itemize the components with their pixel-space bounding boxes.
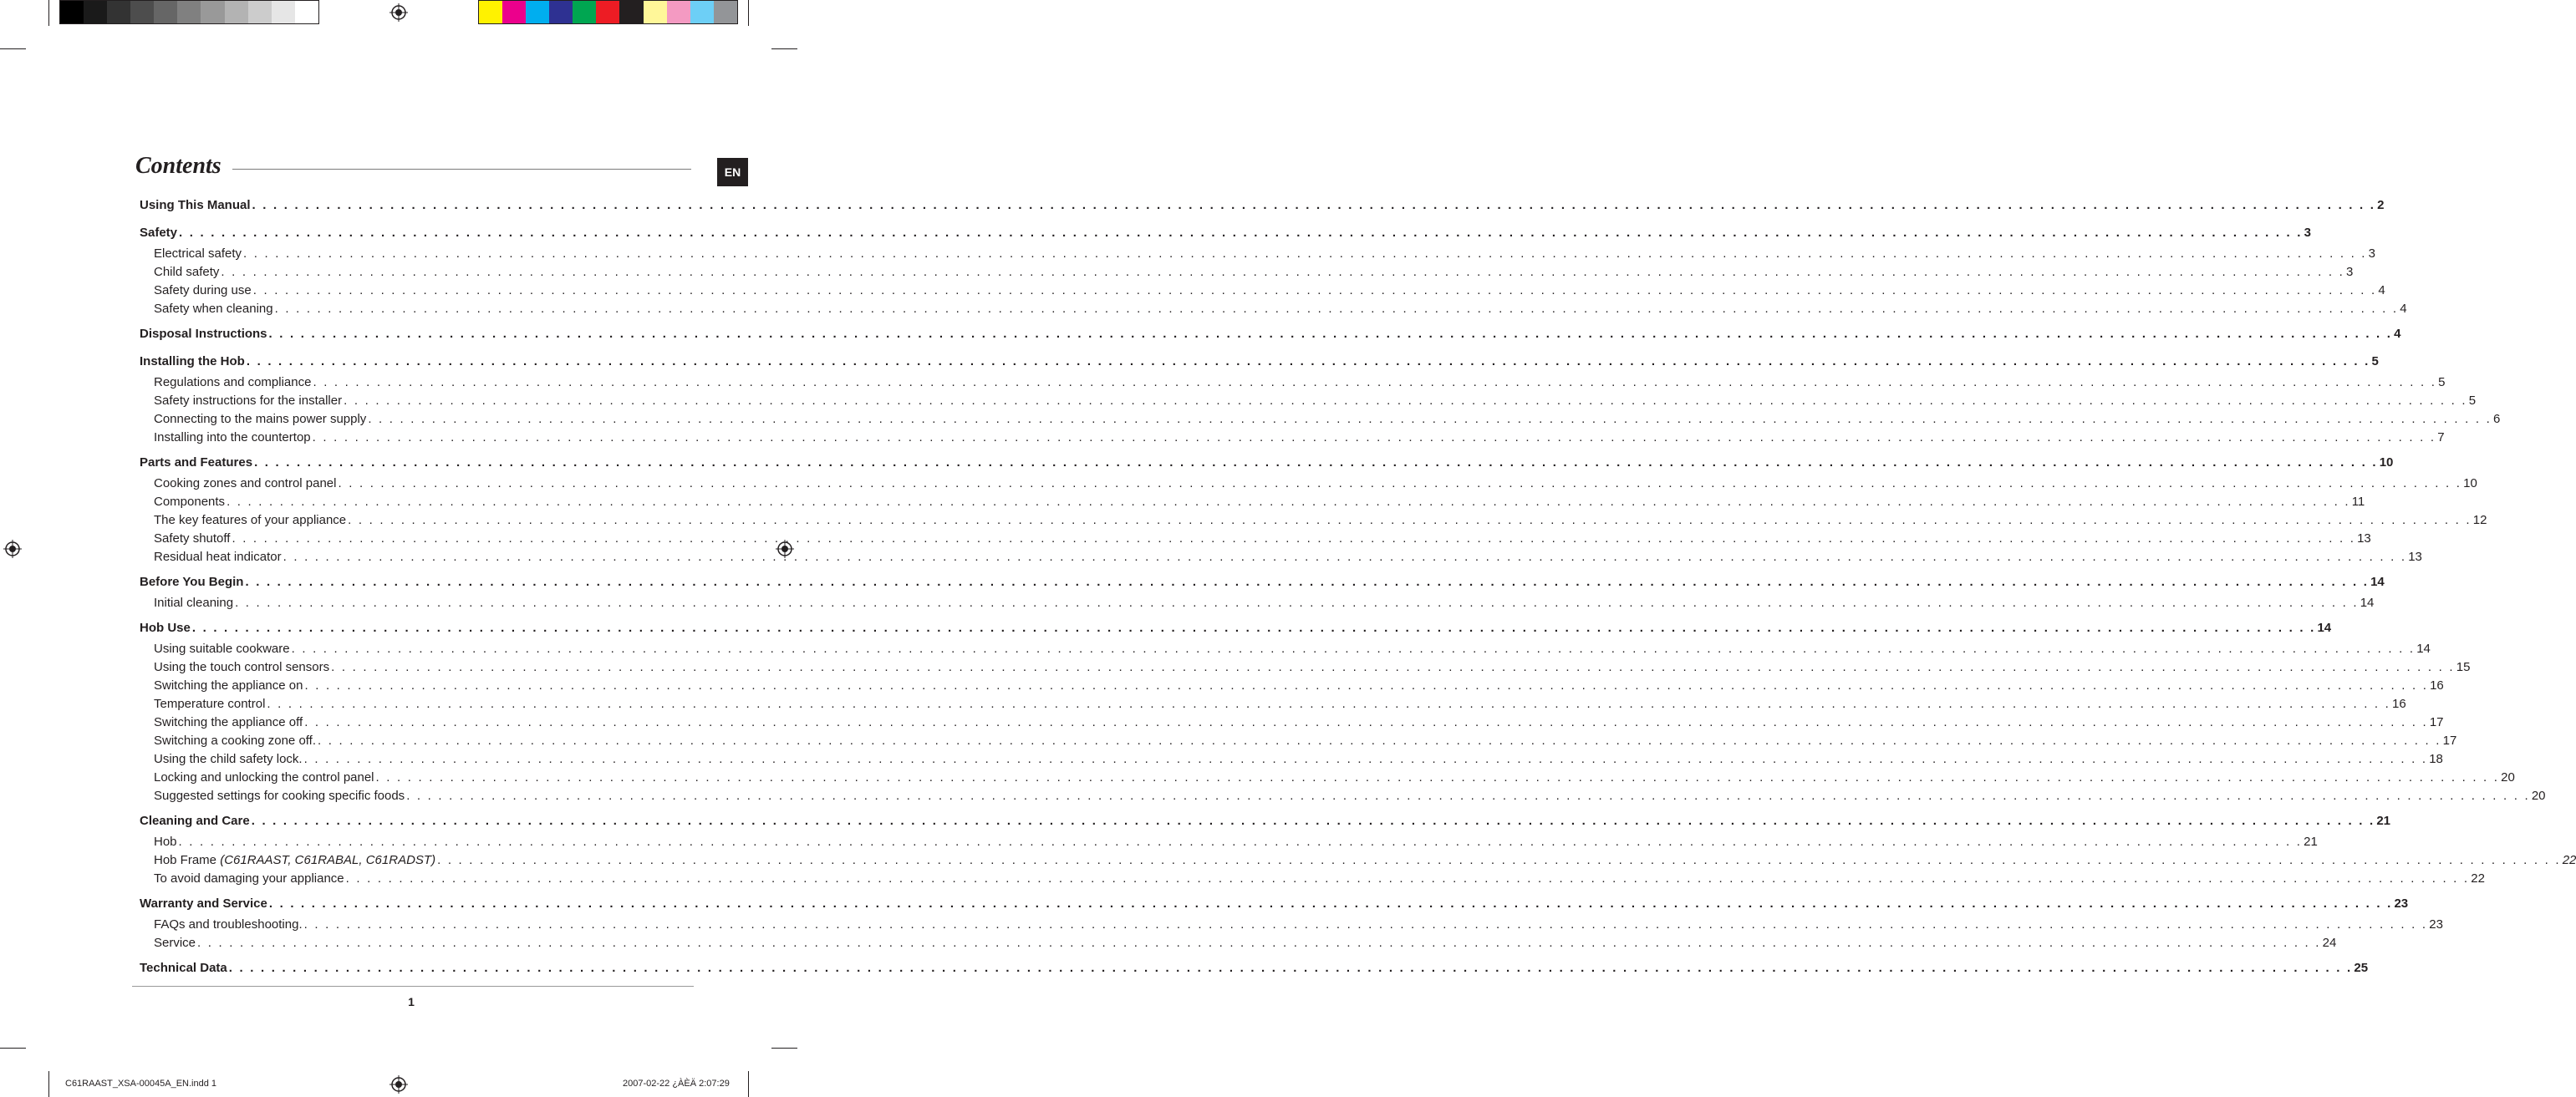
color-swatch xyxy=(130,1,154,23)
toc-item-label xyxy=(154,300,273,318)
toc-label-text: Switching the appliance on xyxy=(154,678,303,693)
toc-item-entry[interactable] xyxy=(140,787,2546,805)
toc-item-entry[interactable] xyxy=(140,714,2444,732)
footer-divider xyxy=(132,986,694,987)
color-swatch xyxy=(201,1,224,23)
toc-label-text: Initial cleaning xyxy=(154,596,234,610)
dot-leader: . . . . . . . . . . . . . . . . . . . . . . . . . . . . . . . . . . . . . . . . . . . . . . . . . . . . . . . . . . . . . . . . . . . . . . . . . . . . . . . . . . . . . . . . . . . . . . . . . . . . . . . . . . . . . . . . . . . . . . . . . . . . . . . . . . . . . . . . . . . . . . . . . . . . . . . . . . . . . . . . . . . . . . . . . . . . . . . . . . . . . . . . . . . . . . . . . . . . . . . . xyxy=(178,835,2303,849)
dot-leader: . . . . . . . . . . . . . . . . . . . . . . . . . . . . . . . . . . . . . . . . . . . . . . . . . . . . . . . . . . . . . . . . . . . . . . . . . . . . . . . . . . . . . . . . . . . . . . . . . . . . . . . . . . . . . . . . . . . . . . . . . . . . . . . . . . . . . . . . . . . . . . . . . . . . . . . . . . . . . . . . . . . . . . . . . . . . . . . . . . . . . . . . . . . . . . . . . . . . . . . . xyxy=(227,495,2350,509)
toc-page-number: 7 xyxy=(2437,430,2445,444)
color-swatch xyxy=(526,1,549,23)
color-swatch xyxy=(596,1,619,23)
toc-section xyxy=(140,350,2501,447)
crop-mark xyxy=(0,48,26,49)
color-swatch xyxy=(502,1,526,23)
toc-section-title xyxy=(140,221,177,245)
toc-item-label xyxy=(154,870,344,888)
toc-section-entry[interactable] xyxy=(140,350,2379,373)
color-swatch xyxy=(60,1,84,23)
toc-label-text: FAQs and troubleshooting. xyxy=(154,917,303,932)
dot-leader: . . . . . . . . . . . . . . . . . . . . . . . . . . . . . . . . . . . . . . . . . . . . . . . . . . . . . . . . . . . . . . . . . . . . . . . . . . . . . . . . . . . . . . . . . . . . . . . . . . . . . . . . . . . . . . . . . . . . . . . . . . . . . . . . . . . . . . . . . . . . . . . . . . . . . . . . . . . . . . . . . . . . . . . . . . . . . . . . . . . . . . . . . . . . . . . . . . . . . . . . xyxy=(375,770,2500,785)
toc-label-text: Warranty and Service xyxy=(140,896,267,911)
registration-mark-icon xyxy=(389,1075,408,1094)
title-divider xyxy=(232,169,691,170)
color-swatch xyxy=(479,1,502,23)
dot-leader: . . . . . . . . . . . . . . . . . . . . . . . . . . . . . . . . . . . . . . . . . . . . . . . . . . . . . . . . . . . . . . . . . . . . . . . . . . . . . . . . . . . . . . . . . . . . . . . . . . . . . . . . . . . . . . . . . . . . . . . . . . . . . . . . . . . . . . . . . . . . . . . . . . . . . . . . . . . . . . . . . . . . . . . . . . . . . . . . . . . . . . . . . . . . . . . . . . . . . . . . xyxy=(291,642,2416,656)
toc-section-entry[interactable] xyxy=(140,194,2385,217)
toc-label-text: Parts and Features xyxy=(140,455,253,470)
toc-section xyxy=(140,810,2576,888)
toc-section xyxy=(140,322,2401,346)
toc-page-number: 18 xyxy=(2429,752,2443,766)
toc-label-text: Hob Use xyxy=(140,621,191,635)
toc-item-entry[interactable] xyxy=(140,511,2487,530)
toc-page-number: 14 xyxy=(2416,642,2431,656)
registration-mark-icon xyxy=(389,3,408,22)
dot-leader: . . . . . . . . . . . . . . . . . . . . . . . . . . . . . . . . . . . . . . . . . . . . . . . . . . . . . . . . . . . . . . . . . . . . . . . . . . . . . . . . . . . . . . . . . . . . . . . . . . . . . . . . . . . . . . . . . . . . . . . . . . . . . . . . . . . . . . . . . . . . . . . . . . . . . . . . . . . . . . . . . . . . . . . . . . . . . . . . . . . . . . . . . . . . . . . . . . . . . . . . xyxy=(267,697,2391,711)
dot-leader: . . . . . . . . . . . . . . . . . . . . . . . . . . . . . . . . . . . . . . . . . . . . . . . . . . . . . . . . . . . . . . . . . . . . . . . . . . . . . . . . . . . . . . . . . . . . . . . . . . . . . . . . . . . . . . . . . . . . . . . . . . . . . . . . . . . . . . . . . . . . . . . . . . . . . . . . . . . . . . . . . . . . . . . . . . . . . . . . . . . . . . . . . . . . . . . . . . . . . . . . xyxy=(197,936,2321,950)
toc-item-entry[interactable] xyxy=(140,750,2443,769)
toc-page-number: 15 xyxy=(2456,660,2471,674)
toc-section-entry[interactable] xyxy=(140,892,2409,916)
dot-leader: . . . . . . . . . . . . . . . . . . . . . . . . . . . . . . . . . . . . . . . . . . . . . . . . . . . . . . . . . . . . . . . . . . . . . . . . . . . . . . . . . . . . . . . . . . . . . . . . . . . . . . . . . . . . . . . . . . . . . . . . . . . . . . . . . . . . . . . . . . . . . . . . . . . . . . . . . . . . . . . . . . . . . . . . . . . . . . . . . . . . . . . . . . . . . . . . . . . . . . . . xyxy=(345,871,2470,886)
toc-item-label xyxy=(154,732,316,750)
toc-page-number: 22 xyxy=(2562,853,2576,867)
toc-item-label xyxy=(154,410,366,429)
toc-section-entry[interactable] xyxy=(140,322,2401,346)
dot-leader: . . . . . . . . . . . . . . . . . . . . . . . . . . . . . . . . . . . . . . . . . . . . . . . . . . . . . . . . . . . . . . . . . . . . . . . . . . . . . . . . . . . . . . . . . . . . . . . . . . . . . . . . . . . . . . . . . . . . . . . . . . . . . . . . . . . . . . . . . . . . . . . . . . . . . . . . . . . . . . . . . . . . . . . . . . . . . . . . . . . . . . . . . . . . . . . . . . . . . . . . xyxy=(312,430,2436,444)
toc-section-title xyxy=(140,451,252,475)
toc-item-entry[interactable] xyxy=(140,373,2446,392)
dot-leader: . . . . . . . . . . . . . . . . . . . . . . . . . . . . . . . . . . . . . . . . . . . . . . . . . . . . . . . . . . . . . . . . . . . . . . . . . . . . . . . . . . . . . . . . . . . . . . . . . . . . . . . . . . . . . . . . . . . . . . . . . . . . . . . . . . . . . . . . . . . . . . . . . . . . . . . . . . . . . . . . . . . . . . . . . . . . . . . . . . . . . . . . . . . . . . . . . . . . . . . . xyxy=(251,814,2375,828)
dot-leader: . . . . . . . . . . . . . . . . . . . . . . . . . . . . . . . . . . . . . . . . . . . . . . . . . . . . . . . . . . . . . . . . . . . . . . . . . . . . . . . . . . . . . . . . . . . . . . . . . . . . . . . . . . . . . . . . . . . . . . . . . . . . . . . . . . . . . . . . . . . . . . . . . . . . . . . . . . . . . . . . . . . . . . . . . . . . . . . . . . . . . . . . . . . . . . . . . . . . . . . . xyxy=(331,660,2455,674)
color-swatch xyxy=(248,1,272,23)
toc-label-text: Using the child safety lock. xyxy=(154,752,303,766)
toc-section-title xyxy=(140,810,250,833)
toc-label-text: Residual heat indicator xyxy=(154,550,282,564)
toc-item-label xyxy=(154,916,303,934)
dot-leader: . . . . . . . . . . . . . . . . . . . . . . . . . . . . . . . . . . . . . . . . . . . . . . . . . . . . . . . . . . . . . . . . . . . . . . . . . . . . . . . . . . . . . . . . . . . . . . . . . . . . . . . . . . . . . . . . . . . . . . . . . . . . . . . . . . . . . . . . . . . . . . . . . . . . . . . . . . . . . . . . . . . . . . . . . . . . . . . . . . . . . . . . . . . . . . . . . . . . . . . . xyxy=(268,327,2393,341)
color-swatch xyxy=(644,1,667,23)
dot-leader: . . . . . . . . . . . . . . . . . . . . . . . . . . . . . . . . . . . . . . . . . . . . . . . . . . . . . . . . . . . . . . . . . . . . . . . . . . . . . . . . . . . . . . . . . . . . . . . . . . . . . . . . . . . . . . . . . . . . . . . . . . . . . . . . . . . . . . . . . . . . . . . . . . . . . . . . . . . . . . . . . . . . . . . . . . . . . . . . . . . . . . . . . . . . . . . . . . . . . . . . xyxy=(303,917,2428,932)
toc-label-text: Switching a cooking zone off. xyxy=(154,734,317,748)
toc-item-entry[interactable] xyxy=(140,475,2477,493)
toc-section xyxy=(140,957,2369,980)
dot-leader: . . . . . . . . . . . . . . . . . . . . . . . . . . . . . . . . . . . . . . . . . . . . . . . . . . . . . . . . . . . . . . . . . . . . . . . . . . . . . . . . . . . . . . . . . . . . . . . . . . . . . . . . . . . . . . . . . . . . . . . . . . . . . . . . . . . . . . . . . . . . . . . . . . . . . . . . . . . . . . . . . . . . . . . . . . . . . . . . . . . . . . . . . . . . . . . . . . . . . . . . xyxy=(235,596,2359,610)
toc-item-entry[interactable] xyxy=(140,493,2365,511)
toc-page-number: 23 xyxy=(2394,896,2409,911)
toc-page-number: 2 xyxy=(2377,198,2385,212)
color-swatch xyxy=(549,1,573,23)
page-title: Contents xyxy=(135,153,221,179)
dot-leader: . . . . . . . . . . . . . . . . . . . . . . . . . . . . . . . . . . . . . . . . . . . . . . . . . . . . . . . . . . . . . . . . . . . . . . . . . . . . . . . . . . . . . . . . . . . . . . . . . . . . . . . . . . . . . . . . . . . . . . . . . . . . . . . . . . . . . . . . . . . . . . . . . . . . . . . . . . . . . . . . . . . . . . . . . . . . . . . . . . . . . . . . . . . . . . . . . . . . . . . . xyxy=(368,412,2492,426)
date-slug: 2007-02-22 ¿ÀÈÄ 2:07:29 xyxy=(623,1079,730,1089)
toc-label-text: Hob xyxy=(154,835,177,849)
toc-section-title xyxy=(140,892,267,916)
table-of-contents xyxy=(140,194,2576,984)
toc-item-entry[interactable] xyxy=(140,530,2371,548)
toc-item-label xyxy=(154,714,303,732)
dot-leader: . . . . . . . . . . . . . . . . . . . . . . . . . . . . . . . . . . . . . . . . . . . . . . . . . . . . . . . . . . . . . . . . . . . . . . . . . . . . . . . . . . . . . . . . . . . . . . . . . . . . . . . . . . . . . . . . . . . . . . . . . . . . . . . . . . . . . . . . . . . . . . . . . . . . . . . . . . . . . . . . . . . . . . . . . . . . . . . . . . . . . . . . . . . . . . . . . . . . . . . . xyxy=(303,752,2428,766)
toc-page-number: 5 xyxy=(2438,375,2446,389)
dot-leader: . . . . . . . . . . . . . . . . . . . . . . . . . . . . . . . . . . . . . . . . . . . . . . . . . . . . . . . . . . . . . . . . . . . . . . . . . . . . . . . . . . . . . . . . . . . . . . . . . . . . . . . . . . . . . . . . . . . . . . . . . . . . . . . . . . . . . . . . . . . . . . . . . . . . . . . . . . . . . . . . . . . . . . . . . . . . . . . . . . . . . . . . . . . . . . . . . . . . . . . . xyxy=(252,198,2376,212)
toc-item-label xyxy=(154,282,252,300)
toc-section-entry[interactable] xyxy=(140,451,2394,475)
toc-label-text: Before You Begin xyxy=(140,575,244,589)
dot-leader: . . . . . . . . . . . . . . . . . . . . . . . . . . . . . . . . . . . . . . . . . . . . . . . . . . . . . . . . . . . . . . . . . . . . . . . . . . . . . . . . . . . . . . . . . . . . . . . . . . . . . . . . . . . . . . . . . . . . . . . . . . . . . . . . . . . . . . . . . . . . . . . . . . . . . . . . . . . . . . . . . . . . . . . . . . . . . . . . . . . . . . . . . . . . . . . . . . . . . . . . xyxy=(313,375,2437,389)
color-swatch xyxy=(154,1,177,23)
toc-section-title xyxy=(140,957,227,980)
toc-item-label xyxy=(154,392,342,410)
toc-label-text: Disposal Instructions xyxy=(140,327,267,341)
toc-item-entry[interactable] xyxy=(140,594,2375,612)
toc-item-entry[interactable] xyxy=(140,300,2407,318)
crop-mark xyxy=(0,1048,26,1049)
language-tab: EN xyxy=(717,158,748,186)
dot-leader: . . . . . . . . . . . . . . . . . . . . . . . . . . . . . . . . . . . . . . . . . . . . . . . . . . . . . . . . . . . . . . . . . . . . . . . . . . . . . . . . . . . . . . . . . . . . . . . . . . . . . . . . . . . . . . . . . . . . . . . . . . . . . . . . . . . . . . . . . . . . . . . . . . . . . . . . . . . . . . . . . . . . . . . . . . . . . . . . . . . . . . . . . . . . . . . . . . . . . . . . xyxy=(228,961,2353,975)
toc-item-entry[interactable] xyxy=(140,833,2318,851)
toc-page-number: 10 xyxy=(2379,455,2394,470)
toc-item-entry[interactable] xyxy=(140,677,2444,695)
toc-page-number: 3 xyxy=(2304,226,2311,240)
crop-mark xyxy=(748,0,749,26)
toc-label-text: Safety xyxy=(140,226,178,240)
toc-item-entry[interactable] xyxy=(140,640,2431,658)
toc-item-label xyxy=(154,934,196,952)
toc-page-number: 21 xyxy=(2376,814,2391,828)
page-number: 1 xyxy=(408,995,415,1008)
toc-label-text: Regulations and compliance xyxy=(154,375,312,389)
toc-item-entry[interactable] xyxy=(140,870,2485,888)
toc-label-text: Technical Data xyxy=(140,961,227,975)
toc-label-text: Service xyxy=(154,936,196,950)
toc-page-number: 14 xyxy=(2370,575,2385,589)
toc-section-entry[interactable] xyxy=(140,571,2385,594)
toc-item-label xyxy=(154,511,346,530)
toc-item-label xyxy=(154,493,225,511)
toc-item-label xyxy=(154,769,374,787)
color-swatch xyxy=(667,1,690,23)
dot-leader: . . . . . . . . . . . . . . . . . . . . . . . . . . . . . . . . . . . . . . . . . . . . . . . . . . . . . . . . . . . . . . . . . . . . . . . . . . . . . . . . . . . . . . . . . . . . . . . . . . . . . . . . . . . . . . . . . . . . . . . . . . . . . . . . . . . . . . . . . . . . . . . . . . . . . . . . . . . . . . . . . . . . . . . . . . . . . . . . . . . . . . . . . . . . . . . . . . . . . . . . xyxy=(232,531,2356,546)
toc-label-text: Using This Manual xyxy=(140,198,251,212)
toc-page-number: 3 xyxy=(2346,265,2354,279)
toc-label-text: Suggested settings for cooking specific foods xyxy=(154,789,405,803)
toc-section-entry[interactable] xyxy=(140,617,2332,640)
color-swatch xyxy=(295,1,318,23)
toc-label-text: Using suitable cookware xyxy=(154,642,290,656)
dot-leader: . . . . . . . . . . . . . . . . . . . . . . . . . . . . . . . . . . . . . . . . . . . . . . . . . . . . . . . . . . . . . . . . . . . . . . . . . . . . . . . . . . . . . . . . . . . . . . . . . . . . . . . . . . . . . . . . . . . . . . . . . . . . . . . . . . . . . . . . . . . . . . . . . . . . . . . . . . . . . . . . . . . . . . . . . . . . . . . . . . . . . . . . . . . . . . . . . . . . . . . . xyxy=(283,550,2407,564)
toc-item-label xyxy=(154,263,219,282)
toc-page-number: 4 xyxy=(2378,283,2385,297)
toc-label-model-list: (C61RAAST, C61RABAL, C61RADST) xyxy=(220,853,436,867)
toc-page-number: 13 xyxy=(2408,550,2422,564)
toc-item-label xyxy=(154,695,265,714)
toc-page-number: 24 xyxy=(2322,936,2337,950)
toc-section xyxy=(140,571,2385,612)
toc-item-entry[interactable] xyxy=(140,429,2445,447)
toc-item-entry[interactable] xyxy=(140,410,2501,429)
toc-page-number: 6 xyxy=(2492,412,2501,426)
grayscale-color-bar xyxy=(59,0,319,24)
color-swatch xyxy=(690,1,714,23)
toc-label-text: Switching the appliance off xyxy=(154,715,303,729)
color-swatch xyxy=(619,1,643,23)
dot-leader: . . . . . . . . . . . . . . . . . . . . . . . . . . . . . . . . . . . . . . . . . . . . . . . . . . . . . . . . . . . . . . . . . . . . . . . . . . . . . . . . . . . . . . . . . . . . . . . . . . . . . . . . . . . . . . . . . . . . . . . . . . . . . . . . . . . . . . . . . . . . . . . . . . . . . . . . . . . . . . . . . . . . . . . . . . . . . . . . . . . . . . . . . . . . . . . . . . . . . . . . xyxy=(344,394,2467,408)
toc-item-label xyxy=(154,833,177,851)
toc-label-text: Components xyxy=(154,495,226,509)
process-color-bar xyxy=(478,0,738,24)
toc-label-text: Hob Frame xyxy=(154,853,217,867)
toc-page-number: 17 xyxy=(2429,715,2444,729)
toc-item-entry[interactable] xyxy=(140,695,2406,714)
toc-section-title xyxy=(140,350,245,373)
crop-mark xyxy=(48,0,49,26)
toc-page-number: 21 xyxy=(2304,835,2318,849)
toc-item-entry[interactable] xyxy=(140,769,2515,787)
toc-item-label xyxy=(154,658,329,677)
toc-section-title xyxy=(140,322,267,346)
toc-page-number: 4 xyxy=(2394,327,2401,341)
crop-mark xyxy=(48,1071,49,1097)
dot-leader: . . . . . . . . . . . . . . . . . . . . . . . . . . . . . . . . . . . . . . . . . . . . . . . . . . . . . . . . . . . . . . . . . . . . . . . . . . . . . . . . . . . . . . . . . . . . . . . . . . . . . . . . . . . . . . . . . . . . . . . . . . . . . . . . . . . . . . . . . . . . . . . . . . . . . . . . . . . . . . . . . . . . . . . . . . . . . . . . . . . . . . . . . . . . . . . . . . . . . . . . xyxy=(191,621,2316,635)
toc-item-label xyxy=(154,750,303,769)
dot-leader: . . . . . . . . . . . . . . . . . . . . . . . . . . . . . . . . . . . . . . . . . . . . . . . . . . . . . . . . . . . . . . . . . . . . . . . . . . . . . . . . . . . . . . . . . . . . . . . . . . . . . . . . . . . . . . . . . . . . . . . . . . . . . . . . . . . . . . . . . . . . . . . . . . . . . . . . . . . . . . . . . . . . . . . . . . . . . . . . . . . . . . . . . . . . . . . . . . . . . . . . xyxy=(254,455,2378,470)
toc-label-text: Using the touch control sensors xyxy=(154,660,330,674)
dot-leader: . . . . . . . . . . . . . . . . . . . . . . . . . . . . . . . . . . . . . . . . . . . . . . . . . . . . . . . . . . . . . . . . . . . . . . . . . . . . . . . . . . . . . . . . . . . . . . . . . . . . . . . . . . . . . . . . . . . . . . . . . . . . . . . . . . . . . . . . . . . . . . . . . . . . . . . . . . . . . . . . . . . . . . . . . . . . . . . . . . . . . . . . . . . . . . . . . . . . . . . . xyxy=(252,283,2377,297)
toc-section xyxy=(140,617,2546,805)
dot-leader: . . . . . . . . . . . . . . . . . . . . . . . . . . . . . . . . . . . . . . . . . . . . . . . . . . . . . . . . . . . . . . . . . . . . . . . . . . . . . . . . . . . . . . . . . . . . . . . . . . . . . . . . . . . . . . . . . . . . . . . . . . . . . . . . . . . . . . . . . . . . . . . . . . . . . . . . . . . . . . . . . . . . . . . . . . . . . . . . . . . . . . . . . . . . . . . . . . . . . . . . xyxy=(221,265,2344,279)
toc-label-text: Installing the Hob xyxy=(140,354,245,368)
toc-item-label xyxy=(154,677,303,695)
toc-page-number: 16 xyxy=(2392,697,2406,711)
toc-item-label xyxy=(154,475,336,493)
toc-item-entry[interactable] xyxy=(140,851,2576,870)
toc-page-number: 16 xyxy=(2430,678,2444,693)
crop-mark xyxy=(771,48,797,49)
dot-leader: . . . . . . . . . . . . . . . . . . . . . . . . . . . . . . . . . . . . . . . . . . . . . . . . . . . . . . . . . . . . . . . . . . . . . . . . . . . . . . . . . . . . . . . . . . . . . . . . . . . . . . . . . . . . . . . . . . . . . . . . . . . . . . . . . . . . . . . . . . . . . . . . . . . . . . . . . . . . . . . . . . . . . . . . . . . . . . . . . . . . . . . . . . . . . . . . . . . . . . . . xyxy=(243,246,2367,261)
toc-item-label xyxy=(154,851,435,870)
color-swatch xyxy=(177,1,201,23)
toc-label-text: Temperature control xyxy=(154,697,266,711)
toc-label-text: Installing into the countertop xyxy=(154,430,311,444)
dot-leader: . . . . . . . . . . . . . . . . . . . . . . . . . . . . . . . . . . . . . . . . . . . . . . . . . . . . . . . . . . . . . . . . . . . . . . . . . . . . . . . . . . . . . . . . . . . . . . . . . . . . . . . . . . . . . . . . . . . . . . . . . . . . . . . . . . . . . . . . . . . . . . . . . . . . . . . . . . . . . . . . . . . . . . . . . . . . . . . . . . . . . . . . . . . . . . . . . . . . . . . . xyxy=(304,678,2429,693)
toc-label-text: To avoid damaging your appliance xyxy=(154,871,344,886)
dot-leader: . . . . . . . . . . . . . . . . . . . . . . . . . . . . . . . . . . . . . . . . . . . . . . . . . . . . . . . . . . . . . . . . . . . . . . . . . . . . . . . . . . . . . . . . . . . . . . . . . . . . . . . . . . . . . . . . . . . . . . . . . . . . . . . . . . . . . . . . . . . . . . . . . . . . . . . . . . . . . . . . . . . . . . . . . . . . . . . . . . . . . . . . . . . . . . . . . . . . . . . . xyxy=(318,734,2441,748)
toc-label-text: Safety instructions for the installer xyxy=(154,394,343,408)
dot-leader: . . . . . . . . . . . . . . . . . . . . . . . . . . . . . . . . . . . . . . . . . . . . . . . . . . . . . . . . . . . . . . . . . . . . . . . . . . . . . . . . . . . . . . . . . . . . . . . . . . . . . . . . . . . . . . . . . . . . . . . . . . . . . . . . . . . . . . . . . . . . . . . . . . . . . . . . . . . . . . . . . . . . . . . . . . . . . . . . . . . . . . . . . . . . . . . . . . . . . . . . xyxy=(274,302,2399,316)
toc-page-number: 3 xyxy=(2368,246,2376,261)
toc-label-text: Safety during use xyxy=(154,283,252,297)
toc-section-title xyxy=(140,617,191,640)
toc-item-entry[interactable] xyxy=(140,548,2422,566)
toc-section-title xyxy=(140,194,251,217)
dot-leader: . . . . . . . . . . . . . . . . . . . . . . . . . . . . . . . . . . . . . . . . . . . . . . . . . . . . . . . . . . . . . . . . . . . . . . . . . . . . . . . . . . . . . . . . . . . . . . . . . . . . . . . . . . . . . . . . . . . . . . . . . . . . . . . . . . . . . . . . . . . . . . . . . . . . . . . . . . . . . . . . . . . . . . . . . . . . . . . . . . . . . . . . . . . . . . . . . . . . . . . . xyxy=(179,226,2303,240)
toc-item-label xyxy=(154,548,282,566)
toc-item-label xyxy=(154,594,233,612)
crop-mark xyxy=(771,1048,797,1049)
color-swatch xyxy=(84,1,107,23)
color-swatch xyxy=(714,1,737,23)
toc-label-text: Connecting to the mains power supply xyxy=(154,412,367,426)
toc-item-entry[interactable] xyxy=(140,263,2354,282)
toc-page-number: 4 xyxy=(2400,302,2407,316)
color-swatch xyxy=(225,1,248,23)
toc-section xyxy=(140,451,2487,566)
dot-leader: . . . . . . . . . . . . . . . . . . . . . . . . . . . . . . . . . . . . . . . . . . . . . . . . . . . . . . . . . . . . . . . . . . . . . . . . . . . . . . . . . . . . . . . . . . . . . . . . . . . . . . . . . . . . . . . . . . . . . . . . . . . . . . . . . . . . . . . . . . . . . . . . . . . . . . . . . . . . . . . . . . . . . . . . . . . . . . . . . . . . . . . . . . . . . . . . . . . . . . . . xyxy=(348,513,2472,527)
dot-leader: . . . . . . . . . . . . . . . . . . . . . . . . . . . . . . . . . . . . . . . . . . . . . . . . . . . . . . . . . . . . . . . . . . . . . . . . . . . . . . . . . . . . . . . . . . . . . . . . . . . . . . . . . . . . . . . . . . . . . . . . . . . . . . . . . . . . . . . . . . . . . . . . . . . . . . . . . . . . . . . . . . . . . . . . . . . . . . . . . . . . . . . . . . . . . . . . . . . . . . . . xyxy=(338,476,2462,490)
toc-page-number: 10 xyxy=(2463,476,2477,490)
toc-section xyxy=(140,221,2407,318)
toc-item-entry[interactable] xyxy=(140,282,2385,300)
toc-item-entry[interactable] xyxy=(140,934,2337,952)
toc-item-label xyxy=(154,530,230,548)
color-swatch xyxy=(573,1,596,23)
toc-item-label xyxy=(154,787,405,805)
toc-page-number: 23 xyxy=(2429,917,2443,932)
toc-label-text: Cleaning and Care xyxy=(140,814,250,828)
registration-mark-icon xyxy=(3,540,22,558)
dot-leader: . . . . . . . . . . . . . . . . . . . . . . . . . . . . . . . . . . . . . . . . . . . . . . . . . . . . . . . . . . . . . . . . . . . . . . . . . . . . . . . . . . . . . . . . . . . . . . . . . . . . . . . . . . . . . . . . . . . . . . . . . . . . . . . . . . . . . . . . . . . . . . . . . . . . . . . . . . . . . . . . . . . . . . . . . . . . . . . . . . . . . . . . . . . . . . . . . . . . . . . . xyxy=(246,354,2370,368)
toc-section xyxy=(140,892,2443,952)
toc-page-number: 5 xyxy=(2371,354,2379,368)
toc-page-number: 20 xyxy=(2531,789,2546,803)
toc-item-entry[interactable] xyxy=(140,732,2457,750)
file-slug: C61RAAST_XSA-00045A_EN.indd 1 xyxy=(65,1079,216,1089)
toc-item-entry[interactable] xyxy=(140,916,2443,934)
toc-item-entry[interactable] xyxy=(140,658,2471,677)
toc-item-label xyxy=(154,245,242,263)
color-swatch xyxy=(107,1,130,23)
toc-item-label xyxy=(154,373,311,392)
dot-leader: . . . . . . . . . . . . . . . . . . . . . . . . . . . . . . . . . . . . . . . . . . . . . . . . . . . . . . . . . . . . . . . . . . . . . . . . . . . . . . . . . . . . . . . . . . . . . . . . . . . . . . . . . . . . . . . . . . . . . . . . . . . . . . . . . . . . . . . . . . . . . . . . . . . . . . . . . . . . . . . . . . . . . . . . . . . . . . . . . . . . . . . . . . . . . . . . . . . . . . . . xyxy=(437,853,2561,867)
toc-label-text: Safety shutoff xyxy=(154,531,231,546)
toc-page-number: 13 xyxy=(2357,531,2371,546)
toc-page-number: 25 xyxy=(2354,961,2369,975)
toc-page-number: 12 xyxy=(2472,513,2487,527)
toc-item-label xyxy=(154,640,290,658)
toc-label-text: Cooking zones and control panel xyxy=(154,476,337,490)
toc-section-entry[interactable] xyxy=(140,957,2369,980)
toc-item-label xyxy=(154,429,311,447)
toc-section xyxy=(140,194,2385,217)
toc-page-number: 11 xyxy=(2351,495,2365,509)
toc-section-entry[interactable] xyxy=(140,221,2311,245)
toc-page-number: 14 xyxy=(2360,596,2375,610)
toc-page-number: 14 xyxy=(2317,621,2332,635)
toc-item-entry[interactable] xyxy=(140,392,2477,410)
toc-label-text: Locking and unlocking the control panel xyxy=(154,770,374,785)
toc-label-text: Safety when cleaning xyxy=(154,302,273,316)
dot-leader: . . . . . . . . . . . . . . . . . . . . . . . . . . . . . . . . . . . . . . . . . . . . . . . . . . . . . . . . . . . . . . . . . . . . . . . . . . . . . . . . . . . . . . . . . . . . . . . . . . . . . . . . . . . . . . . . . . . . . . . . . . . . . . . . . . . . . . . . . . . . . . . . . . . . . . . . . . . . . . . . . . . . . . . . . . . . . . . . . . . . . . . . . . . . . . . . . . . . . . . . xyxy=(406,789,2530,803)
toc-label-text: Child safety xyxy=(154,265,220,279)
color-swatch xyxy=(272,1,295,23)
toc-page-number: 20 xyxy=(2501,770,2515,785)
toc-page-number: 5 xyxy=(2468,394,2477,408)
toc-item-entry[interactable] xyxy=(140,245,2376,263)
toc-label-text: Electrical safety xyxy=(154,246,242,261)
toc-section-entry[interactable] xyxy=(140,810,2391,833)
crop-mark xyxy=(748,1071,749,1097)
dot-leader: . . . . . . . . . . . . . . . . . . . . . . . . . . . . . . . . . . . . . . . . . . . . . . . . . . . . . . . . . . . . . . . . . . . . . . . . . . . . . . . . . . . . . . . . . . . . . . . . . . . . . . . . . . . . . . . . . . . . . . . . . . . . . . . . . . . . . . . . . . . . . . . . . . . . . . . . . . . . . . . . . . . . . . . . . . . . . . . . . . . . . . . . . . . . . . . . . . . . . . . . xyxy=(245,575,2370,589)
toc-page-number: 17 xyxy=(2442,734,2457,748)
dot-leader: . . . . . . . . . . . . . . . . . . . . . . . . . . . . . . . . . . . . . . . . . . . . . . . . . . . . . . . . . . . . . . . . . . . . . . . . . . . . . . . . . . . . . . . . . . . . . . . . . . . . . . . . . . . . . . . . . . . . . . . . . . . . . . . . . . . . . . . . . . . . . . . . . . . . . . . . . . . . . . . . . . . . . . . . . . . . . . . . . . . . . . . . . . . . . . . . . . . . . . . . xyxy=(268,896,2393,911)
toc-label-text: The key features of your appliance xyxy=(154,513,347,527)
dot-leader: . . . . . . . . . . . . . . . . . . . . . . . . . . . . . . . . . . . . . . . . . . . . . . . . . . . . . . . . . . . . . . . . . . . . . . . . . . . . . . . . . . . . . . . . . . . . . . . . . . . . . . . . . . . . . . . . . . . . . . . . . . . . . . . . . . . . . . . . . . . . . . . . . . . . . . . . . . . . . . . . . . . . . . . . . . . . . . . . . . . . . . . . . . . . . . . . . . . . . . . . xyxy=(304,715,2428,729)
toc-section-title xyxy=(140,571,243,594)
toc-page-number: 22 xyxy=(2471,871,2485,886)
